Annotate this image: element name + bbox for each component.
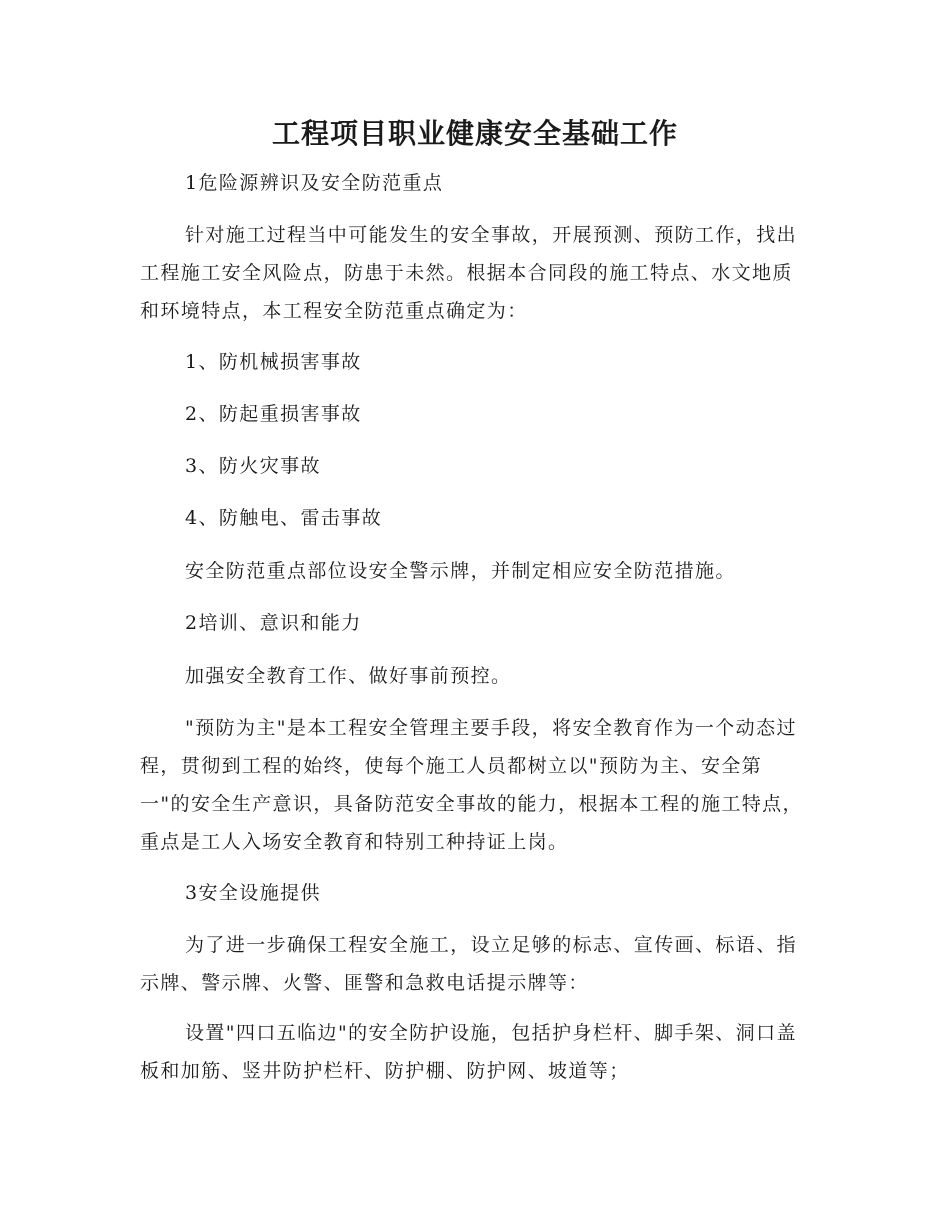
list-item-2: 2、防起重损害事故 [185,403,362,425]
paragraph-prevention: "预防为主"是本工程安全管理主要手段，将安全教育作为一个动态过程，贯彻到工程的始终，使每个施工人员都树立以"预防为主、安全第一"的安全生产意识，具备防范安全事故的能力，根据本工程的施工特点，重点是工人入场安全教育和特别工种持证上岗。 [140,717,803,853]
paragraph-education: 加强安全教育工作、做好事前预控。 [185,665,512,687]
section-heading-3: 3安全设施提供 [185,882,321,904]
paragraph-protection: 设置"四口五临边"的安全防护设施，包括护身栏杆、脚手架、洞口盖板和加筋、竖井防护栏杆、防护棚、防护网、坡道等； [140,1022,797,1082]
paragraph-signage: 为了进一步确保工程安全施工，设立足够的标志、宣传画、标语、指示牌、警示牌、火警、匪警和急救电话提示牌等： [140,934,798,994]
document-title: 工程项目职业健康安全基础工作 [271,117,678,150]
paragraph-hazard-intro: 针对施工过程当中可能发生的安全事故，开展预测、预防工作，找出工程施工安全风险点，防患于未然。根据本合同段的施工特点、水文地质和环境特点，本工程安全防范重点确定为： [140,224,798,322]
paragraph-warning-signs: 安全防范重点部位设安全警示牌，并制定相应安全防范措施。 [185,560,736,582]
list-item-1: 1、防机械损害事故 [185,351,362,373]
section-heading-2: 2培训、意识和能力 [185,612,362,634]
list-item-3: 3、防火灾事故 [185,455,321,477]
section-heading-1: 1危险源辨识及安全防范重点 [185,172,444,194]
list-item-4: 4、防触电、雷击事故 [185,507,383,529]
